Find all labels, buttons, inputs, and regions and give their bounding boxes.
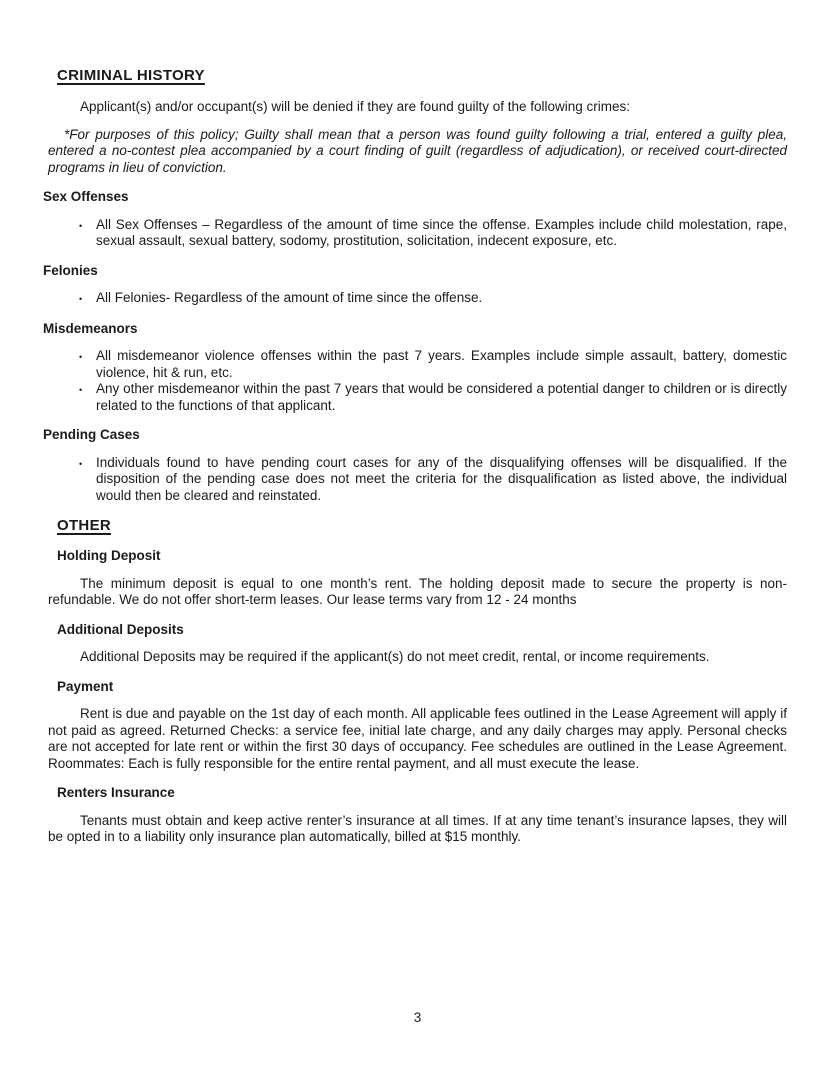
subsection-title-misdemeanors: Misdemeanors xyxy=(43,320,138,336)
bullet-marker: • xyxy=(79,220,83,231)
holding-deposit-paragraph: The minimum deposit is equal to one month’s rent. The holding deposit made to secure the property is non- refundable. We do not offer short-term leases. Our lease terms vary from 12 - 24 months xyxy=(48,575,787,607)
bullet-text: Individuals found to have pending court cases for any of the disqualifying offenses will be disqualified. If the disposition of the pending case does not meet the criteria for the disqualification as listed above, the individual would then be cleared and reinstated. xyxy=(96,454,787,503)
bullet-item xyxy=(79,217,787,250)
bullet-marker: • xyxy=(79,458,83,469)
criminal-history-heading: CRIMINAL HISTORY xyxy=(57,67,205,84)
subsection-title-additional-deposits: Additional Deposits xyxy=(57,621,184,637)
bullet-marker: • xyxy=(79,385,83,395)
bullet-marker: • xyxy=(79,294,83,304)
bullet-text: Any other misdemeanor within the past 7 years that would be considered a potential danger to children or is directly related to the functions of that applicant. xyxy=(96,381,787,413)
subsection-title-holding-deposit: Holding Deposit xyxy=(57,548,161,563)
subsection-title-felonies: Felonies xyxy=(43,262,98,278)
payment-paragraph: Rent is due and payable on the 1st day of each month. All applicable fees outlined in the Lease Agreement will apply if not paid as agreed. Returned Checks: a service fee, initial late charge, and any daily charges may apply. Personal checks are not accepted for late rent or within the first 30 days of occupancy. Fee schedules are outlined in the Lease Agreement. Roommates: Each is fully responsible for the entire rental payment, and all must execute the lease. xyxy=(48,706,787,771)
additional-deposits-paragraph: Additional Deposits may be required if the applicant(s) do not meet credit, rental, or income requirements. xyxy=(80,649,710,664)
sex-offenses-bullet-list xyxy=(79,217,787,250)
bullet-item xyxy=(79,290,787,308)
subsection-title-sex-offenses: Sex Offenses xyxy=(43,189,129,204)
criminal-history-intro: Applicant(s) and/or occupant(s) will be denied if they are found guilty of the following crimes: xyxy=(80,99,631,114)
policy-definition-note: *For purposes of this policy; Guilty shall mean that a person was found guilty following a trial, entered a guilty plea, entered a no-contest plea accompanied by a court finding of guilt (regardless of adjudication), or received court-directed programs in lieu of conviction. xyxy=(48,126,787,175)
bullet-text: All Felonies- Regardless of the amount of time since the offense. xyxy=(96,290,483,305)
subsection-title-renters-insurance: Renters Insurance xyxy=(57,785,175,800)
misdemeanors-bullet-list xyxy=(79,348,787,414)
renters-insurance-paragraph: Tenants must obtain and keep active renter’s insurance at all times. If at any time tenant’s insurance lapses, they will be opted in to a liability only insurance plan automatically, billed at $15 monthly. xyxy=(48,812,787,844)
other-heading: OTHER xyxy=(57,517,111,534)
page-number: 3 xyxy=(413,1010,422,1025)
pending-cases-bullet-list xyxy=(79,455,787,505)
felonies-bullet-list xyxy=(79,290,787,308)
bullet-text: All Sex Offenses – Regardless of the amount of time since the offense. Examples include child molestation, rape, sexual assault, sexual battery, sodomy, prostitution, solicitation, indecent exposure, etc. xyxy=(96,216,787,248)
bullet-item xyxy=(79,455,787,505)
subsection-title-payment: Payment xyxy=(57,678,114,694)
bullet-item xyxy=(79,381,787,414)
bullet-text: All misdemeanor violence offenses within the past 7 years. Examples include simple assault, battery, domestic violence, hit & run, etc. xyxy=(96,348,787,380)
bullet-marker: • xyxy=(79,352,83,362)
bullet-item xyxy=(79,348,787,381)
subsection-title-pending-cases: Pending Cases xyxy=(43,427,140,442)
